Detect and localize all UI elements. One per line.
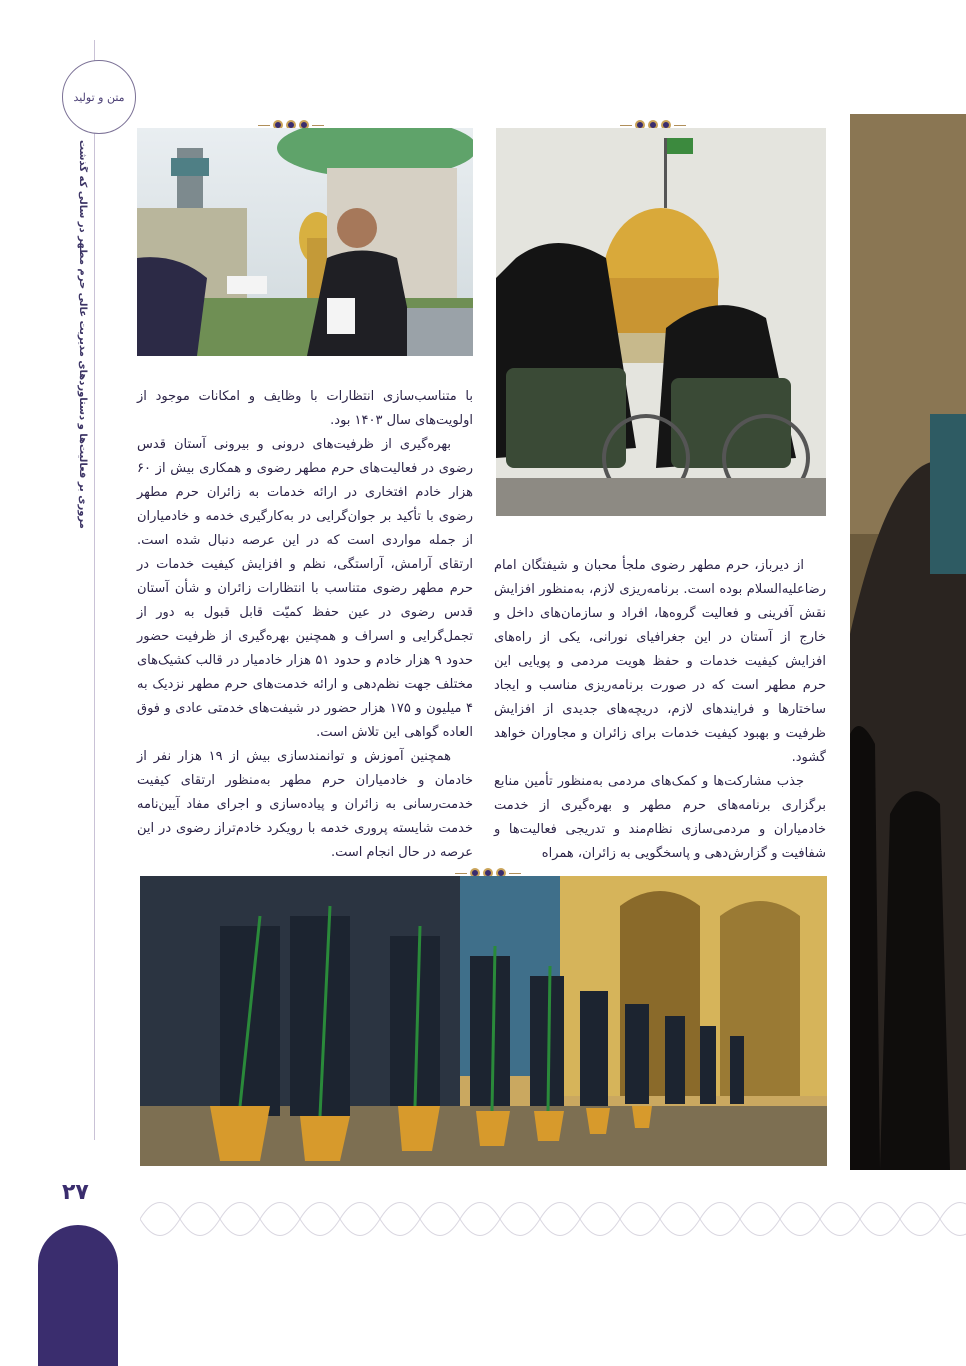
page-number: ۲۷ (62, 1180, 89, 1205)
article-column-right (494, 554, 826, 861)
paragraph: از دیرباز، حرم مطهر رضوی ملجأ محبان و شیفتگان امام رضاعلیه‌السلام بوده است. برنامه‌ریزی لازم، به‌منظور افزایش نقش آفرینی و فعالیت گروه‌ها، افراد و سازمان‌های داخل و خارج از آستان در این جغرافیای نورانی، یکی از راه‌های افزایش کیفیت خدمات و حفظ هویت مردمی و پویایی این حرم مطهر است که در صورت برنامه‌ریزی مناسب و ایجاد ساختارها و فرایندهای لازم، دریچه‌های جدیدی از افزایش ظرفیت و بهبود کیفیت خدمات برای زائران و مجاوران خواهد گشود. (494, 558, 826, 765)
page-tab (38, 1225, 118, 1366)
servant-offering-tissue-photo (137, 128, 473, 356)
logo-text: متن و تولید (73, 90, 125, 104)
article-column-left (137, 385, 474, 860)
publication-logo (62, 60, 136, 134)
left-margin-band (0, 0, 125, 1366)
paragraph: جذب مشارکت‌ها و کمک‌های مردمی به‌منظور تأمین منابع برگزاری برنامه‌های حرم مطهر و بهره‌گیری از خدمت خادمیاران و مردمی‌سازی نظام‌مند و تدریجی فعالیت‌ها و شفافیت و گزارش‌دهی و پاسخگویی به زائران، همراه (494, 774, 826, 861)
shrine-interior-photo (850, 114, 966, 1170)
servants-with-brooms-photo (140, 876, 827, 1166)
paragraph: با متناسب‌سازی انتظارات با وظایف و امکانات موجود از اولویت‌های سال ۱۴۰۳ بود. (137, 389, 473, 428)
footer-pattern (140, 1186, 966, 1252)
pilgrims-in-wheelchairs-photo (496, 128, 826, 516)
paragraph: بهره‌گیری از ظرفیت‌های درونی و بیرونی آستان قدس رضوی در فعالیت‌های حرم مطهر رضوی و همکاری بیش از ۶۰ هزار خادم افتخاری در ارائه خدمات به زائران حرم مطهر رضوی با تأکید بر جوان‌گرایی در به‌کارگیری خدمه و خادمیاران از جمله مواردی است که در این عرصه دنبال شده است. ارتقای آرامش، آراستگی، نظم و افزایش کیفیت خدمات در حرم مطهر رضوی متناسب با انتظارات زائران و شأن آستان قدس رضوی در عین حفظ کمیّت قابل قبول به دور از تجمل‌گرایی و اسراف و همچنین بهره‌گیری از ظرفیت حضور حدود ۹ هزار خادم و حدود ۵۱ هزار خادمیار در قالب کشیک‌های مختلف جهت نظم‌دهی و ارائه خدمت‌های حرم مطهر نزدیک به ۴ میلیون و ۱۷۵ هزار حضور در شیفت‌های خدمتی عادی و فوق العاده گواهی این تلاش است. (137, 437, 474, 740)
paragraph: همچنین آموزش و توانمندسازی بیش از ۱۹ هزار نفر از خادمان و خادمیاران حرم مطهر به‌منظور ارتقای کیفیت خدمت‌رسانی به زائران و پیاده‌سازی و اجرای مفاد آیین‌نامه خدمت شایسته پروری خدمه با رویکرد خادم‌تراز رضوی در این عرصه در حال انجام است. (137, 749, 473, 860)
margin-rule (94, 40, 95, 1140)
running-title: مروری بر فعالیت‌ها و دستاوردهای مدیریت عالی حرم مطهر در سالی که گذشت (77, 140, 88, 529)
